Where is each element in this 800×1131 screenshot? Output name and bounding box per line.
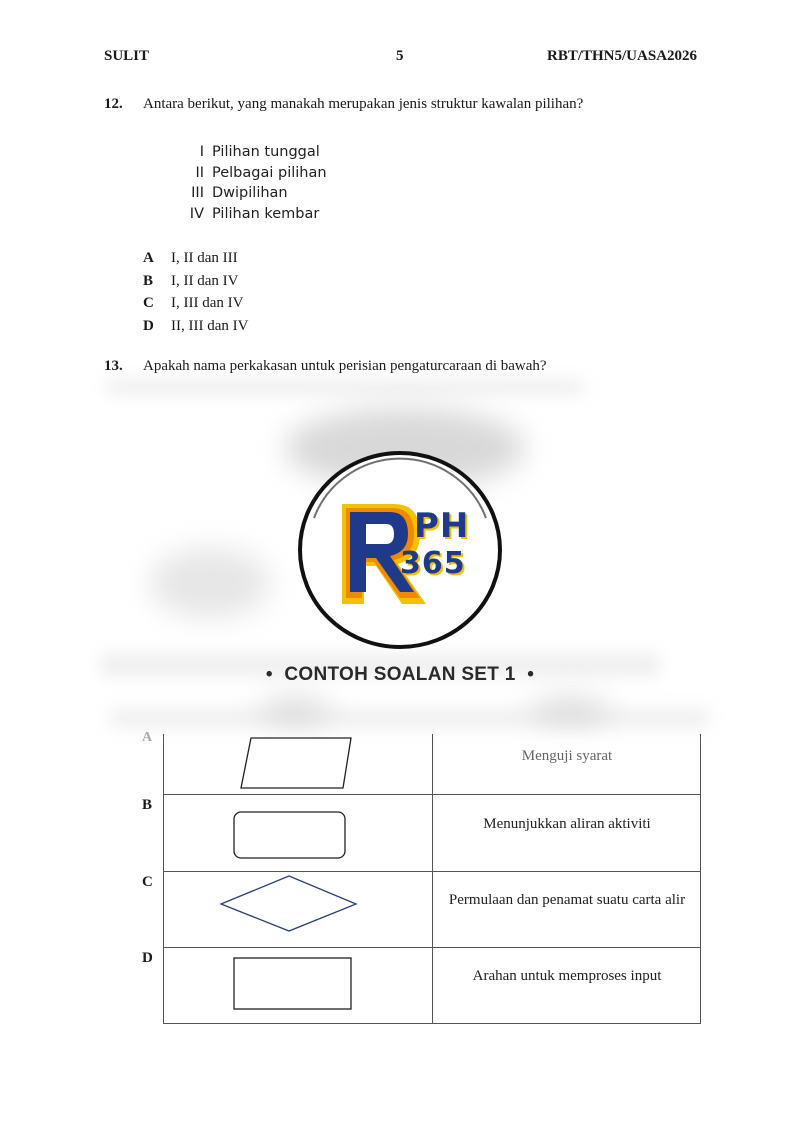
q12-number: 12.	[104, 96, 123, 112]
bullet-icon: •	[265, 664, 273, 685]
statement-item	[164, 204, 327, 225]
option-d[interactable]	[143, 315, 248, 338]
statement-text: Dwipilihan	[212, 185, 288, 201]
row-d-description: Arahan untuk memproses input	[472, 968, 662, 984]
statement-roman: III	[191, 185, 204, 201]
rounded-rectangle-symbol-icon	[232, 810, 348, 860]
statement-item	[164, 142, 327, 163]
option-letter: D	[143, 318, 154, 335]
q12-statements	[164, 142, 327, 224]
row-letter-a: A	[142, 730, 153, 745]
logo-text-ph: PH	[414, 506, 470, 546]
statement-item	[164, 163, 327, 184]
option-text: II, III dan IV	[171, 318, 249, 335]
page-number: 5	[396, 48, 404, 64]
flowchart-symbol-table	[163, 734, 701, 1024]
q12-options	[143, 247, 248, 338]
q13-text: Apakah nama perkakasan untuk perisian pengaturcaraan di bawah?	[143, 358, 547, 374]
logo-text-365: 365	[400, 546, 466, 581]
contoh-soalan-banner	[0, 664, 800, 686]
option-text: I, II dan III	[171, 250, 238, 266]
q12-text: Antara berikut, yang manakah merupakan jenis struktur kawalan pilihan?	[143, 96, 584, 112]
statement-text: Pelbagai pilihan	[212, 164, 327, 181]
option-letter: C	[143, 295, 154, 312]
statement-text: Pilihan tunggal	[212, 144, 320, 160]
row-c-description: Permulaan dan penamat suatu carta alir	[448, 892, 686, 908]
diamond-symbol-icon	[219, 874, 359, 934]
statement-item	[164, 183, 327, 204]
option-text: I, III dan IV	[171, 295, 244, 312]
statement-roman: IV	[189, 205, 204, 222]
option-letter: B	[143, 272, 154, 289]
statement-roman: I	[199, 144, 204, 160]
rectangle-symbol-icon	[232, 956, 354, 1012]
option-c[interactable]	[143, 292, 248, 315]
row-letter-c: C	[142, 874, 153, 890]
option-b[interactable]	[143, 270, 248, 293]
header-left: SULIT	[104, 48, 150, 64]
header-code: RBT/THN5/UASA2026	[547, 48, 698, 64]
banner-text: CONTOH SOALAN SET 1	[284, 664, 516, 685]
bullet-icon: •	[527, 664, 535, 685]
option-letter: A	[143, 250, 154, 266]
statement-roman: II	[195, 164, 204, 181]
row-a-description: Menguji syarat	[521, 748, 613, 764]
row-letter-b: B	[142, 797, 153, 813]
option-a[interactable]	[143, 247, 248, 270]
row-b-description: Menunjukkan aliran aktiviti	[483, 816, 651, 832]
parallelogram-symbol-icon	[237, 736, 353, 790]
option-text: I, II dan IV	[171, 272, 239, 289]
watermark-logo	[296, 448, 506, 653]
row-letter-d: D	[142, 950, 153, 966]
q13-number: 13.	[104, 358, 123, 374]
statement-text: Pilihan kembar	[212, 205, 320, 222]
